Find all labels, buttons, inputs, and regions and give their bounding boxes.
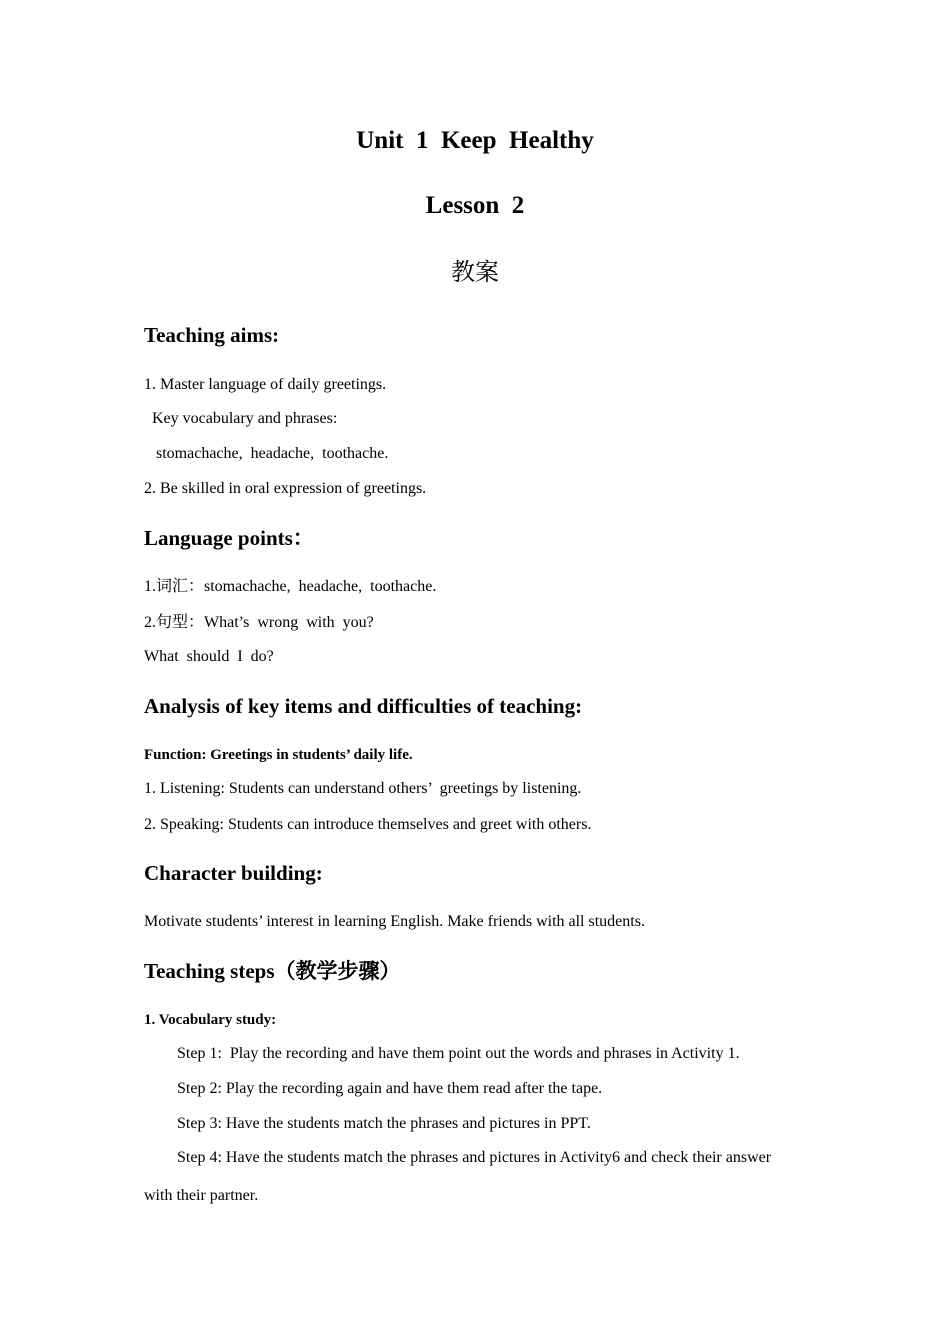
analysis-heading: Analysis of key items and difficulties of teaching: bbox=[144, 694, 583, 718]
teaching-step: Step 1: Play the recording and have them point out the words and phrases in Activity 1. bbox=[177, 1045, 740, 1062]
teaching-aim-item: Key vocabulary and phrases: bbox=[144, 410, 338, 427]
teaching-step: Step 2: Play the recording again and have them read after the tape. bbox=[177, 1080, 603, 1097]
analysis-item: 2. Speaking: Students can introduce themselves and greet with others. bbox=[144, 816, 592, 833]
teaching-step-continuation: with their partner. bbox=[144, 1187, 259, 1204]
teaching-steps-heading: Teaching steps（教学步骤） bbox=[144, 959, 401, 983]
teaching-step: Step 4: Have the students match the phrases and pictures in Activity6 and check their answer bbox=[177, 1149, 772, 1166]
language-point-item: What should I do? bbox=[144, 648, 274, 665]
teaching-aim-item: 1. Master language of daily greetings. bbox=[144, 376, 387, 393]
teaching-aim-item: 2. Be skilled in oral expression of greetings. bbox=[144, 480, 427, 497]
lesson-title: Lesson 2 bbox=[425, 192, 525, 219]
language-points-heading: Language points： bbox=[144, 526, 314, 550]
analysis-item: 1. Listening: Students can understand others’ greetings by listening. bbox=[144, 780, 582, 797]
character-building-text: Motivate students’ interest in learning English. Make friends with all students. bbox=[144, 913, 645, 930]
document-title: Unit 1 Keep Healthy bbox=[356, 127, 594, 154]
character-building-heading: Character building: bbox=[144, 861, 323, 885]
analysis-function: Function: Greetings in students’ daily life. bbox=[144, 747, 413, 763]
teaching-aim-item: stomachache, headache, toothache. bbox=[144, 445, 389, 462]
doc-type-title: 教案 bbox=[451, 258, 499, 286]
vocabulary-study-title: 1. Vocabulary study: bbox=[144, 1012, 277, 1028]
teaching-aims-heading: Teaching aims: bbox=[144, 323, 280, 347]
language-point-item: 2.句型：What’s wrong with you? bbox=[144, 614, 374, 631]
language-point-item: 1.词汇：stomachache, headache, toothache. bbox=[144, 578, 437, 595]
teaching-step: Step 3: Have the students match the phrases and pictures in PPT. bbox=[177, 1115, 591, 1132]
